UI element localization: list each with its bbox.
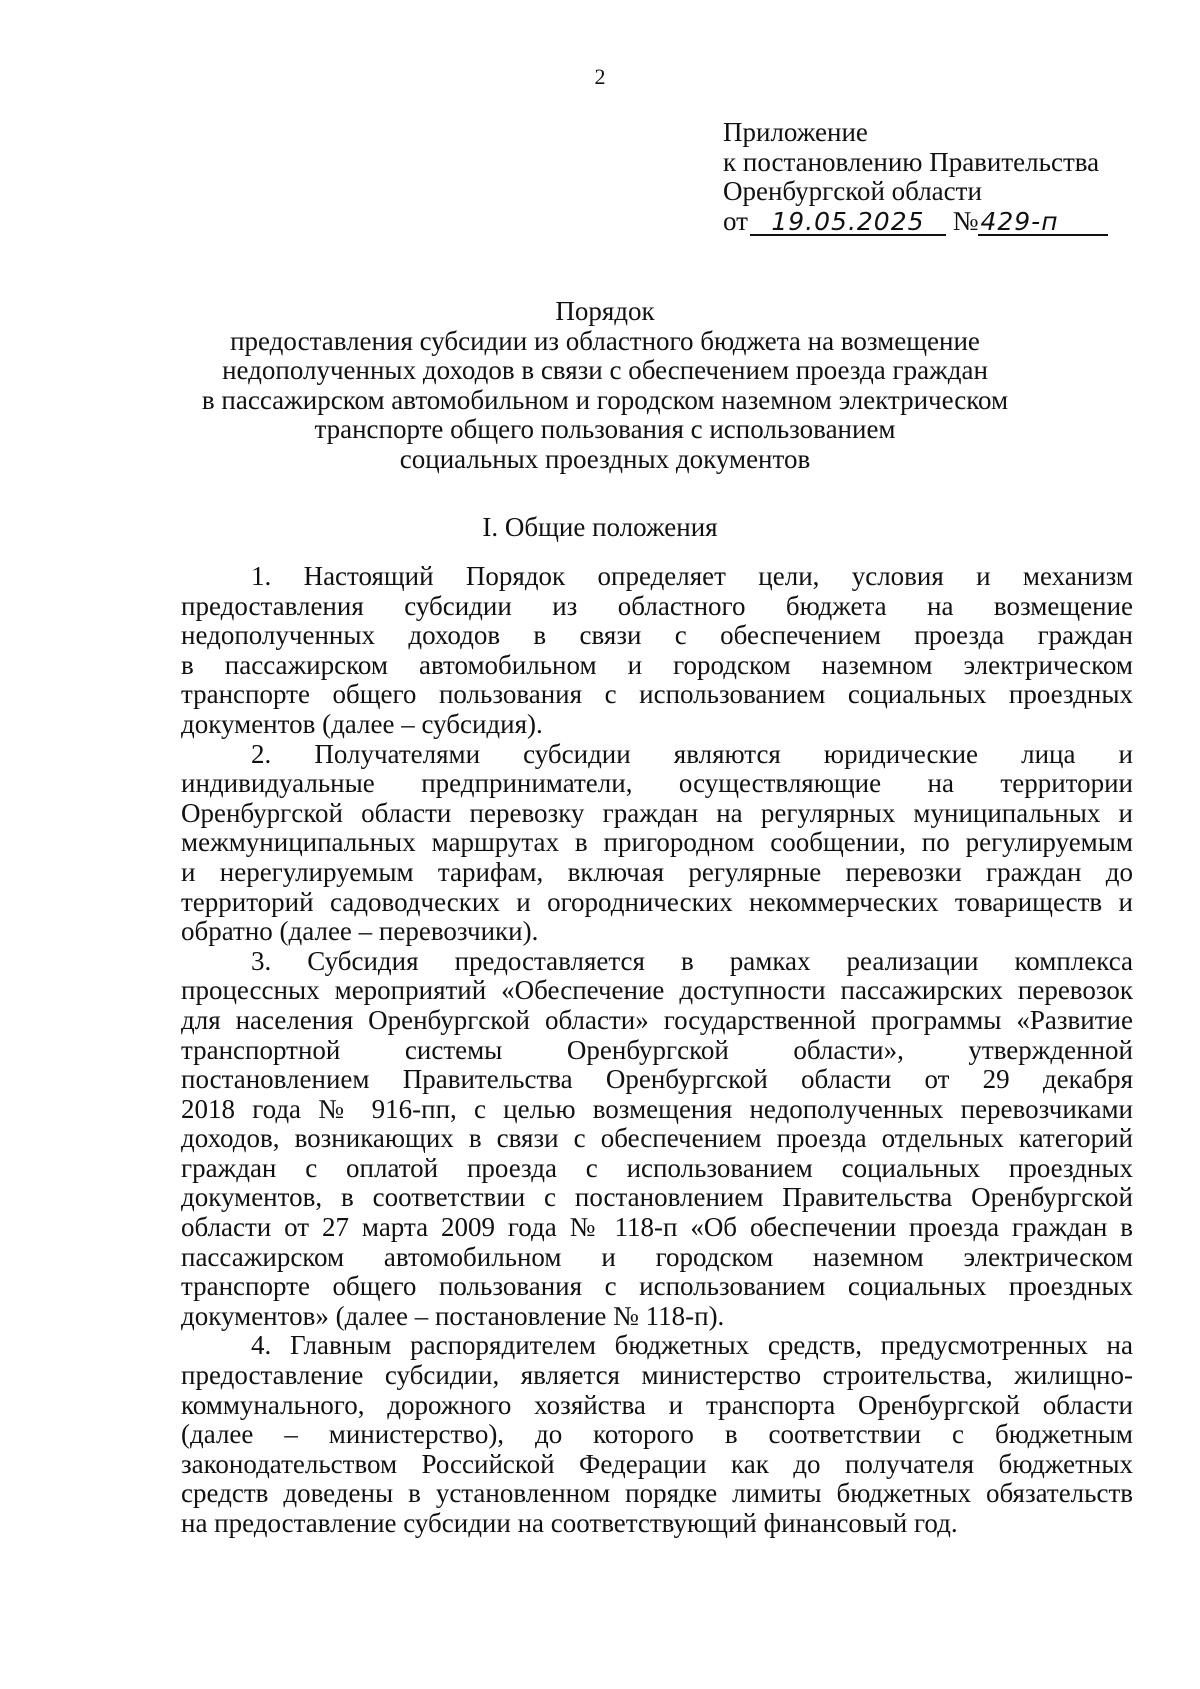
paragraph-line: транспорте общего пользования с использованием социальных проездных — [181, 679, 1133, 710]
appendix-date-line — [723, 207, 1163, 237]
title-line: в пассажирском автомобильном и городском наземном электрическом — [201, 384, 1009, 415]
paragraph-line: средств доведены в установленном порядке лимиты бюджетных обязательств — [181, 1478, 1133, 1509]
paragraph-line: коммунального, дорожного хозяйства и транспорта Оренбургской области — [181, 1389, 1133, 1420]
section-heading: I. Общие положения — [482, 512, 718, 542]
paragraph-line: пассажирском автомобильном и городском наземном электрическом — [181, 1241, 1133, 1272]
appendix-line-1: Приложение — [723, 117, 868, 147]
appendix-block — [723, 118, 1163, 236]
paragraph-line: документов, в соответствии с постановлением Правительства Оренбургской — [181, 1182, 1133, 1213]
paragraph-line: 4. Главным распорядителем бюджетных средств, предусмотренных на — [251, 1330, 1133, 1361]
appendix-line-3: Оренбургской области — [723, 176, 982, 206]
paragraph-line: обратно (далее – перевозчики). — [181, 916, 539, 947]
paragraph-line: предоставления субсидии из областного бюджета на возмещение — [181, 590, 1133, 621]
paragraph-line: законодательством Российской Федерации как до получателя бюджетных — [181, 1448, 1133, 1479]
paragraph-line: документов» (далее – постановление № 118-п). — [181, 1300, 725, 1331]
paragraph-line: на предоставление субсидии на соответствующий финансовый год. — [181, 1508, 958, 1538]
title-line: социальных проездных документов — [399, 443, 811, 474]
handwritten-date: 19.05.2025 — [750, 210, 946, 236]
body-text — [181, 562, 1133, 1539]
paragraph-line: 2. Получателями субсидии являются юридические лица и — [251, 738, 1133, 769]
paragraph-line: для населения Оренбургской области» государственной программы «Развитие — [181, 1004, 1133, 1035]
paragraph-line: 2018 года № 916-пп, с целью возмещения недополученных перевозчиками — [181, 1093, 1133, 1124]
title-line: транспорте общего пользования с использованием — [314, 414, 896, 444]
paragraph-line: доходов, возникающих в связи с обеспечением проезда отдельных категорий — [181, 1123, 1133, 1154]
paragraph-line: 1. Настоящий Порядок определяет цели, условия и механизм — [251, 561, 1133, 591]
date-prefix: от — [723, 205, 748, 236]
paragraph-4 — [181, 1331, 1133, 1538]
paragraph-line: транспорте общего пользования с использованием социальных проездных — [181, 1271, 1133, 1302]
title-line: недополученных доходов в связи с обеспечением проезда граждан — [222, 355, 988, 385]
title-heading: Порядок — [555, 296, 655, 326]
paragraph-line: процессных мероприятий «Обеспечение доступности пассажирских перевозок — [181, 975, 1133, 1006]
document-title — [180, 297, 1030, 474]
paragraph-1 — [181, 562, 1133, 740]
handwritten-number: 429-п — [978, 210, 1108, 236]
paragraph-line: предоставление субсидии, является министерство строительства, жилищно- — [181, 1360, 1133, 1391]
paragraph-line: постановлением Правительства Оренбургской области от 29 декабря — [181, 1064, 1133, 1095]
paragraph-line: (далее – министерство), до которого в соответствии с бюджетным — [181, 1419, 1133, 1450]
appendix-line-2: к постановлению Правительства — [723, 146, 1100, 177]
paragraph-line: Оренбургской области перевозку граждан на регулярных муниципальных и — [181, 797, 1133, 828]
paragraph-line: территорий садоводческих и огороднических некоммерческих товариществ и — [181, 886, 1133, 917]
paragraph-line: 3. Субсидия предоставляется в рамках реализации комплекса — [251, 945, 1133, 976]
paragraph-line: документов (далее – субсидия). — [181, 708, 543, 739]
paragraph-3 — [181, 947, 1133, 1332]
paragraph-line: граждан с оплатой проезда с использованием социальных проездных — [181, 1152, 1133, 1183]
paragraph-2 — [181, 740, 1133, 947]
paragraph-line: индивидуальные предприниматели, осуществляющие на территории — [181, 768, 1133, 799]
paragraph-line: и нерегулируемым тарифам, включая регулярные перевозки граждан до — [181, 856, 1133, 887]
paragraph-line: транспортной системы Оренбургской области», утвержденной — [181, 1034, 1133, 1065]
paragraph-line: в пассажирском автомобильном и городском наземном электрическом — [181, 649, 1133, 680]
paragraph-line: области от 27 марта 2009 года № 118-п «Об обеспечении проезда граждан в — [181, 1212, 1133, 1243]
paragraph-line: межмуниципальных маршрутах в пригородном сообщении, по регулируемым — [181, 827, 1133, 858]
paragraph-line: недополученных доходов в связи с обеспечением проезда граждан — [181, 620, 1133, 651]
number-prefix: № — [952, 205, 979, 236]
title-line: предоставления субсидии из областного бюджета на возмещение — [230, 325, 980, 356]
page-number: 2 — [594, 64, 606, 89]
